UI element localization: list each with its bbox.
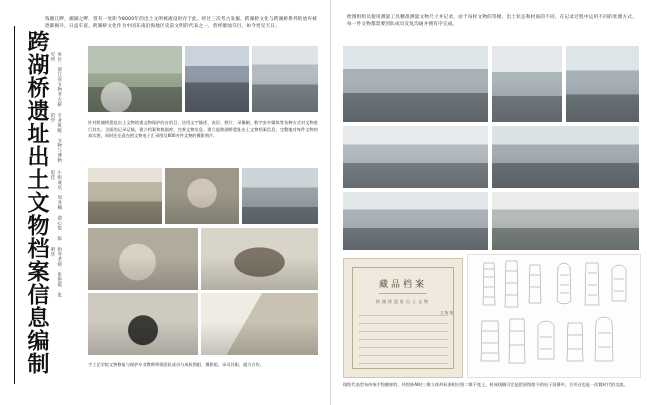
archive-record-card bbox=[343, 258, 463, 378]
artifact-line-drawings bbox=[468, 255, 640, 377]
photo-artifact-inspection bbox=[566, 46, 639, 122]
credit-item: 指导老师：张艳霞 张明华 bbox=[49, 246, 62, 298]
photo-worktable bbox=[242, 168, 318, 224]
title-rule bbox=[14, 26, 15, 384]
photo-hand-drawing bbox=[343, 192, 488, 250]
photo-measuring-desk bbox=[343, 126, 488, 188]
photo-group-drawing bbox=[492, 192, 639, 250]
drawing-side-label: 文 物 图 bbox=[440, 311, 454, 315]
right-panel bbox=[331, 0, 650, 405]
photo-drawing-measuring bbox=[343, 46, 488, 122]
archive-card-subtitle: 跨湖桥遗址出土文物 bbox=[376, 299, 430, 304]
photo-pottery-vessel bbox=[88, 293, 198, 355]
photo-pottery-fragments bbox=[88, 168, 162, 224]
archive-card-title: 藏品档案 bbox=[379, 277, 427, 294]
photo-artifact-cleaning bbox=[165, 168, 239, 224]
photo-team-meeting bbox=[185, 46, 249, 112]
right-caption: 线绘代表型布传统手绘模样的，经绘转AI时三维立体形标准相应图二维不变上，转成线稿可完是把原图如今的电子屏幕中，合并这也是一次简时代的交流。 bbox=[343, 382, 628, 387]
left-caption-1: 针对跨湖桥遗址出土文物的重文物保护的自的目，送用文字描述、表层、照片、录像制，数字安多媒体等各种方式对文物进行其实、全面的记录记载，建立档案和数据库，完善文物信息。建立起跨湖桥遗址出土文物档案信息，完整地对每件文物的真实貌，同时还在责在相文物电子汇录图及600多件文物的摄影图片。 bbox=[88, 120, 318, 139]
photo-student-recording bbox=[492, 46, 562, 122]
photo-pottery-shard bbox=[88, 228, 198, 290]
photo-group-visit bbox=[88, 46, 182, 112]
right-paragraph: 绘图组组员使用测量工具精准测量文物尺寸并记录，由于每样文物的等级、出土状态和材质的不同，在记录过程中运用不同的处理方式。每一件文物都需要团队成员反复沟通并拥有序完成。 bbox=[347, 15, 637, 28]
archive-card-lines bbox=[358, 315, 448, 371]
photo-documenting-pot bbox=[492, 126, 639, 188]
left-caption-2: 手工艺学院文物修复与保护专业教师带领团队成员分成检图组、摄影组、录司其职、通力合作。 bbox=[88, 362, 264, 367]
credit-item: 专业班级：文物与博物馆学 bbox=[49, 113, 62, 164]
photo-pottery-stand bbox=[201, 228, 318, 290]
credit-item: 单位：浙江省文物考古研究所 bbox=[49, 52, 62, 107]
intro-paragraph: 钱塘江畔，湘湖之畔，曾有一处距今8000年的出土文明被淹没时存于此。经过三次考古发掘，跨湖桥文化与跨湖桥系列的放弃被逐渐揭开，日益车富。跨湖桥文化作为中国东南沿海地区史前文明的代表之一，曾经璀灿夺目，如今更见天日。 bbox=[45, 17, 317, 30]
technical-drawing-sheet bbox=[440, 254, 641, 378]
page-title: 跨湖桥遗址出土文物档案信息编制 bbox=[24, 30, 50, 375]
credit-item: 小组成员：周亚楠 俞心悦 陈思佳 bbox=[49, 170, 62, 242]
photo-building bbox=[252, 46, 318, 112]
photo-bone-tools bbox=[201, 293, 318, 355]
credits-block bbox=[48, 52, 62, 302]
